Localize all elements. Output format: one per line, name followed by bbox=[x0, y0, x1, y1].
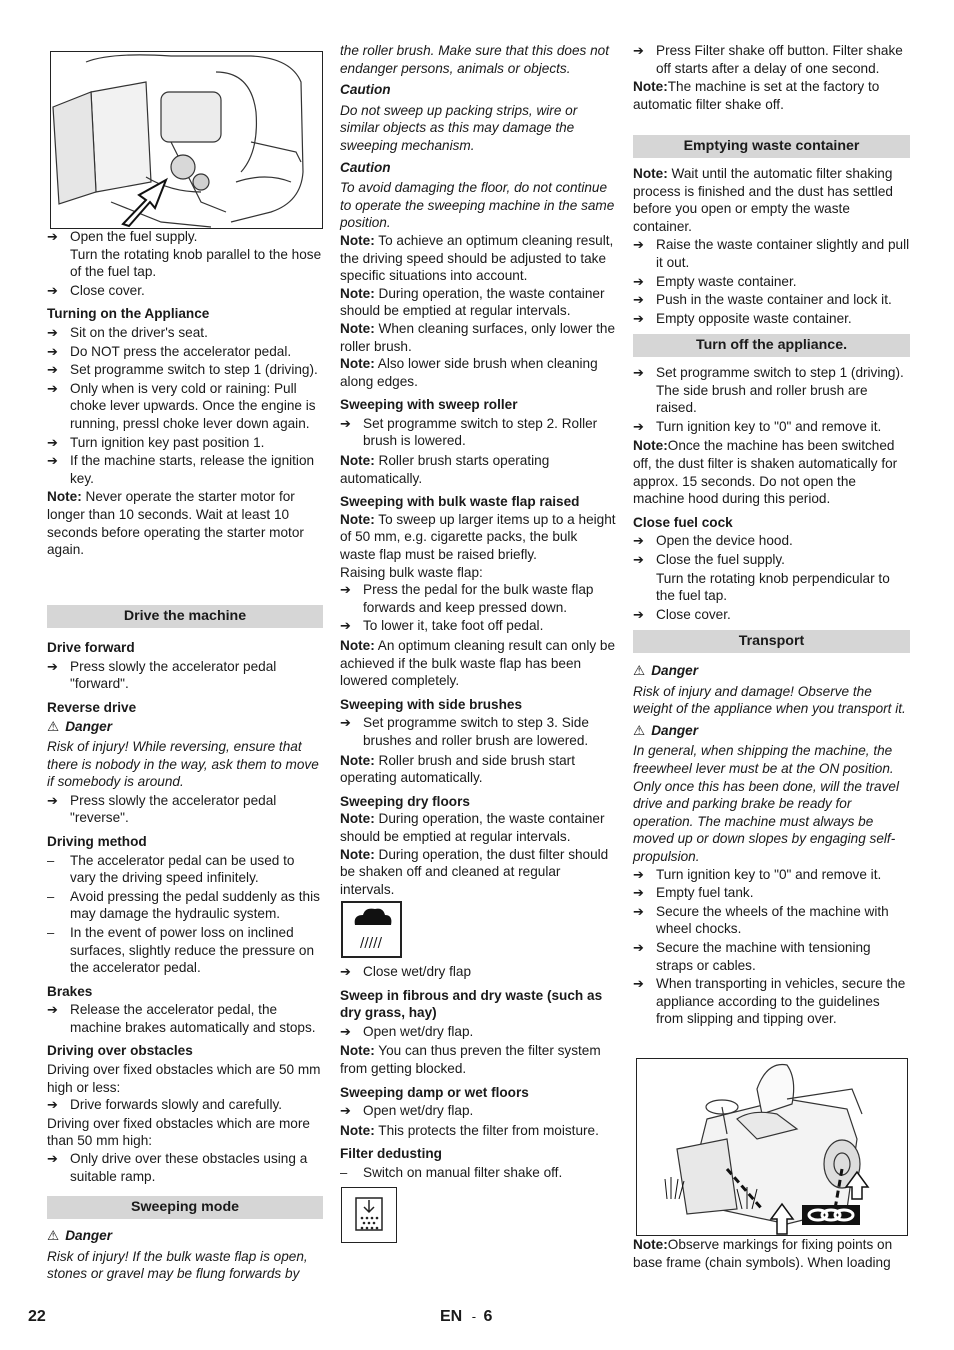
danger-weight: Risk of injury and damage! Observe the weight of the appliance when you transport it. bbox=[633, 683, 906, 717]
dash-bullet: – bbox=[340, 1164, 348, 1180]
step-vehicles: When transporting in vehicles, secure the appliance according to the guidelines from slipping and tipping over. bbox=[656, 976, 906, 1027]
note-wait: Note: Wait until the automatic filter shaking process is finished and the dust has settled before you open or empty the waste container. bbox=[633, 166, 893, 234]
danger-label: ⚠ Danger bbox=[633, 722, 699, 738]
arrow-icon: ➔ bbox=[633, 43, 644, 58]
separator: - bbox=[471, 1309, 477, 1324]
arrow-icon: ➔ bbox=[47, 658, 58, 674]
arrow-icon: ➔ bbox=[633, 976, 644, 992]
arrow-icon: ➔ bbox=[47, 792, 58, 808]
section-turn-off: Turn off the appliance. bbox=[633, 334, 910, 357]
heading-brakes: Brakes bbox=[47, 983, 93, 999]
note-switched-off: Note:Once the machine has been switched off, the dust filter is shaken automatically for approx. 15 seconds. Do not open the machine hood during this period. bbox=[633, 438, 898, 507]
heading-close-fuel-cock: Close fuel cock bbox=[633, 514, 733, 530]
section-sweeping-mode: Sweeping mode bbox=[47, 1196, 323, 1219]
cloud-rain-icon bbox=[343, 903, 400, 956]
step-turn-knob-parallel: Turn the rotating knob parallel to the hose of the fuel tap. bbox=[70, 246, 322, 280]
heading-obstacles: Driving over obstacles bbox=[47, 1043, 193, 1059]
danger-label: ⚠ Danger bbox=[633, 663, 699, 678]
arrow-icon: ➔ bbox=[340, 415, 351, 431]
arrow-icon: ➔ bbox=[47, 380, 58, 396]
step-close-fuel: Close the fuel supply. bbox=[656, 551, 785, 567]
obstacles-less: Driving over fixed obstacles which are 50 mm high or less: bbox=[47, 1062, 321, 1095]
danger-label: ⚠ Danger bbox=[47, 719, 113, 735]
danger-sweeping: Risk of injury! If the bulk waste flap is open, stones or gravel may be flung forwards by bbox=[47, 1248, 308, 1282]
step-key-zero: Turn ignition key to "0" and remove it. bbox=[656, 418, 882, 434]
step-turn-perpendicular: Turn the rotating knob perpendicular to the fuel tap. bbox=[656, 570, 890, 604]
heading-filter-dedusting: Filter dedusting bbox=[340, 1146, 442, 1162]
note-bulk: Note: To sweep up larger items up to a height of 50 mm, e.g. cigarette packs, the bulk waste flap must be raised briefly. bbox=[340, 511, 616, 563]
note-dust-filter: Note: During operation, the dust filter should be shaken off and cleaned at regular intervals. bbox=[340, 846, 609, 897]
heading-reverse: Reverse drive bbox=[47, 699, 137, 715]
section-number: 6 bbox=[483, 1308, 493, 1325]
note-roller-auto: Note: Roller brush starts operating automatically. bbox=[340, 453, 550, 486]
step-brakes: Release the accelerator pedal, the machine brakes automatically and stops. bbox=[70, 1002, 316, 1035]
heading-fibrous: Sweep in fibrous and dry waste (such as dry grass, hay) bbox=[340, 987, 603, 1021]
step-side: Set programme switch to step 3. Side brushes and roller brush are lowered. bbox=[363, 715, 589, 748]
arrow-icon: ➔ bbox=[633, 606, 644, 622]
arrow-icon: ➔ bbox=[47, 324, 58, 340]
section-emptying-container: Emptying waste container bbox=[633, 135, 910, 158]
step-close-flap: Close wet/dry flap bbox=[363, 964, 472, 979]
step-ignition: Turn ignition key past position 1. bbox=[70, 434, 265, 450]
language-code: EN bbox=[440, 1308, 463, 1325]
sweeper-drawing bbox=[637, 1059, 907, 1235]
arrow-icon: ➔ bbox=[633, 310, 644, 326]
caution-floor: To avoid damaging the floor, do not continue to operate the sweeping machine in the same position. bbox=[340, 180, 615, 231]
arrow-icon: ➔ bbox=[633, 551, 644, 567]
warning-icon: ⚠ bbox=[633, 663, 646, 678]
step-wheel-chocks: Secure the wheels of the machine with wheel chocks. bbox=[656, 903, 889, 937]
step-open-hood: Open the device hood. bbox=[656, 533, 793, 549]
caution-label: Caution bbox=[340, 82, 391, 98]
arrow-icon: ➔ bbox=[340, 1023, 351, 1039]
step-open-flap-2: Open wet/dry flap. bbox=[363, 1103, 474, 1119]
note-empty: Note: During operation, the waste container should be emptied at regular intervals. bbox=[340, 285, 605, 319]
step-open-flap: Open wet/dry flap. bbox=[363, 1023, 474, 1039]
step-no-press: Do NOT press the accelerator pedal. bbox=[70, 343, 292, 359]
raising-label: Raising bulk waste flap: bbox=[340, 564, 483, 580]
note-side-brush: Note: Also lower side brush when cleaning along edges. bbox=[340, 356, 598, 389]
danger-label: ⚠ Danger bbox=[47, 1228, 113, 1243]
step-close-cover: Close cover. bbox=[70, 282, 145, 298]
wet-dry-flap-symbol bbox=[341, 901, 402, 958]
step-reverse: Press slowly the accelerator pedal "reverse". bbox=[70, 792, 277, 826]
step-empty-container: Empty waste container. bbox=[656, 273, 797, 289]
note-factory: Note:The machine is set at the factory to automatic filter shake off. bbox=[633, 79, 880, 112]
heading-bulk-flap: Sweeping with bulk waste flap raised bbox=[340, 494, 580, 510]
sweeper-tiedown-illustration bbox=[636, 1058, 908, 1236]
obstacles-more: Driving over fixed obstacles which are more than 50 mm high: bbox=[47, 1115, 310, 1149]
step-key-zero-2: Turn ignition key to "0" and remove it. bbox=[656, 866, 882, 882]
note-markings: Note:Observe markings for fixing points on base frame (chain symbols). When loading bbox=[633, 1237, 893, 1270]
method-3: In the event of power loss on inclined surfaces, slightly reduce the pressure on the accelerator pedal. bbox=[70, 924, 315, 976]
arrow-icon: ➔ bbox=[47, 343, 58, 359]
dash-bullet: – bbox=[47, 924, 55, 940]
arrow-icon: ➔ bbox=[340, 715, 351, 731]
arrow-icon: ➔ bbox=[47, 282, 58, 298]
heading-sweep-roller: Sweeping with sweep roller bbox=[340, 397, 518, 413]
note-speed: Note: To achieve an optimum cleaning result, the driving speed should be adjusted to take specific situations into account. bbox=[340, 232, 614, 284]
arrow-icon: ➔ bbox=[47, 1002, 58, 1018]
method-2: Avoid pressing the pedal suddenly as this may damage the hydraulic system. bbox=[70, 888, 320, 922]
danger-reverse: Risk of injury! While reversing, ensure that there is nobody in the way, ask them to move if somebody is around. bbox=[47, 738, 319, 790]
step-empty-opposite: Empty opposite waste container. bbox=[656, 310, 852, 326]
filter-shake-symbol bbox=[341, 1187, 397, 1243]
dash-bullet: – bbox=[47, 888, 55, 904]
arrow-icon: ➔ bbox=[340, 582, 351, 598]
arrow-icon: ➔ bbox=[340, 618, 351, 634]
danger-sweeping-cont: the roller brush. Make sure that this does not endanger persons, animals or objects. bbox=[340, 43, 609, 76]
caution-label: Caution bbox=[340, 159, 391, 175]
step-push-container: Push in the waste container and lock it. bbox=[656, 292, 892, 308]
step-prog1: Set programme switch to step 1 (driving). bbox=[70, 362, 318, 378]
step-raise-container: Raise the waste container slightly and pull it out. bbox=[656, 237, 910, 270]
step-ramp: Only drive over these obstacles using a suitable ramp. bbox=[70, 1151, 308, 1184]
step-roller: Set programme switch to step 2. Roller brush is lowered. bbox=[363, 415, 598, 449]
heading-drive-forward: Drive forward bbox=[47, 640, 135, 655]
arrow-icon: ➔ bbox=[340, 1103, 351, 1119]
arrow-icon: ➔ bbox=[633, 903, 644, 919]
warning-icon: ⚠ bbox=[47, 719, 60, 735]
heading-damp: Sweeping damp or wet floors bbox=[340, 1084, 529, 1100]
arrow-icon: ➔ bbox=[633, 292, 644, 308]
arrow-icon: ➔ bbox=[633, 885, 644, 901]
step-close-cover: Close cover. bbox=[656, 606, 731, 622]
note-side-auto: Note: Roller brush and side brush start operating automatically. bbox=[340, 752, 575, 786]
warning-icon: ⚠ bbox=[633, 722, 646, 738]
danger-freewheel: In general, when shipping the machine, the freewheel lever must be at the ON position. Only once this has been done, will the travel drive and parking brake be ready for operation. The machine must always be moved up or down slopes by engaging self-propulsion. bbox=[633, 743, 899, 864]
heading-dry-floors: Sweeping dry floors bbox=[340, 793, 470, 809]
rain-marks: ///// bbox=[360, 936, 382, 951]
step-sit: Sit on the driver's seat. bbox=[70, 324, 208, 340]
step-empty-fuel: Empty fuel tank. bbox=[656, 885, 754, 901]
note-moisture: Note: This protects the filter from moisture. bbox=[340, 1122, 599, 1138]
page-language-section bbox=[440, 1308, 492, 1326]
arrow-icon: ➔ bbox=[47, 229, 58, 244]
step-release-key: If the machine starts, release the ignition key. bbox=[70, 453, 315, 486]
note-starter: Note: Never operate the starter motor for longer than 10 seconds. Wait at least 10 seconds before operating the starter motor again. bbox=[47, 489, 304, 558]
note-lowered: Note: An optimum cleaning result can only be achieved if the bulk waste flap has been lowered completely. bbox=[340, 638, 616, 689]
arrow-icon: ➔ bbox=[633, 418, 644, 434]
note-roller: Note: When cleaning surfaces, only lower the roller brush. bbox=[340, 320, 616, 354]
engine-fuel-tap-illustration bbox=[50, 51, 323, 229]
method-1: The accelerator pedal can be used to vary the driving speed infinitely. bbox=[70, 852, 295, 886]
heading-driving-method: Driving method bbox=[47, 833, 147, 849]
arrow-icon: ➔ bbox=[633, 533, 644, 549]
arrow-icon: ➔ bbox=[633, 365, 644, 380]
step-lower: To lower it, take foot off pedal. bbox=[363, 618, 544, 634]
step-prog1-off: Set programme switch to step 1 (driving). The side brush and roller brush are raised. bbox=[656, 365, 904, 416]
heading-turning-on: Turning on the Appliance bbox=[47, 306, 210, 322]
step-drive-slow: Drive forwards slowly and carefully. bbox=[70, 1097, 283, 1113]
heading-side-brushes: Sweeping with side brushes bbox=[340, 696, 523, 712]
note-dry-empty: Note: During operation, the waste container should be emptied at regular intervals. bbox=[340, 811, 605, 844]
step-manual-shake: Switch on manual filter shake off. bbox=[363, 1164, 563, 1180]
arrow-icon: ➔ bbox=[47, 434, 58, 450]
page-number: 22 bbox=[28, 1308, 46, 1325]
step-press-filter: Press Filter shake off button. Filter shake off starts after a delay of one second. bbox=[656, 43, 903, 76]
arrow-icon: ➔ bbox=[47, 1151, 58, 1167]
arrow-icon: ➔ bbox=[633, 237, 644, 253]
filter-shake-icon bbox=[342, 1188, 396, 1242]
arrow-icon: ➔ bbox=[47, 453, 58, 469]
arrow-icon: ➔ bbox=[47, 1097, 58, 1113]
step-press-pedal: Press the pedal for the bulk waste flap forwards and keep pressed down. bbox=[363, 582, 594, 615]
arrow-icon: ➔ bbox=[633, 939, 644, 955]
step-straps: Secure the machine with tensioning straps or cables. bbox=[656, 939, 871, 973]
caution-packing: Do not sweep up packing strips, wire or similar objects as this may damage the sweeping mechanism. bbox=[340, 102, 578, 153]
step-drive-forward: Press slowly the accelerator pedal "forward". bbox=[70, 658, 277, 692]
arrow-icon: ➔ bbox=[340, 964, 351, 979]
step-open-fuel: Open the fuel supply. bbox=[70, 229, 198, 244]
arrow-icon: ➔ bbox=[633, 273, 644, 289]
section-transport: Transport bbox=[633, 630, 910, 653]
note-blocked: Note: You can thus preven the filter system from getting blocked. bbox=[340, 1043, 601, 1076]
step-choke: Only when is very cold or raining: Pull choke lever upwards. Once the engine is running, pressl choke lever down again. bbox=[70, 380, 316, 431]
engine-fuel-tap-drawing bbox=[51, 52, 322, 228]
dash-bullet: – bbox=[47, 852, 55, 868]
section-drive-machine: Drive the machine bbox=[47, 605, 323, 628]
arrow-icon: ➔ bbox=[633, 866, 644, 882]
warning-icon: ⚠ bbox=[47, 1228, 60, 1243]
arrow-icon: ➔ bbox=[47, 362, 58, 378]
